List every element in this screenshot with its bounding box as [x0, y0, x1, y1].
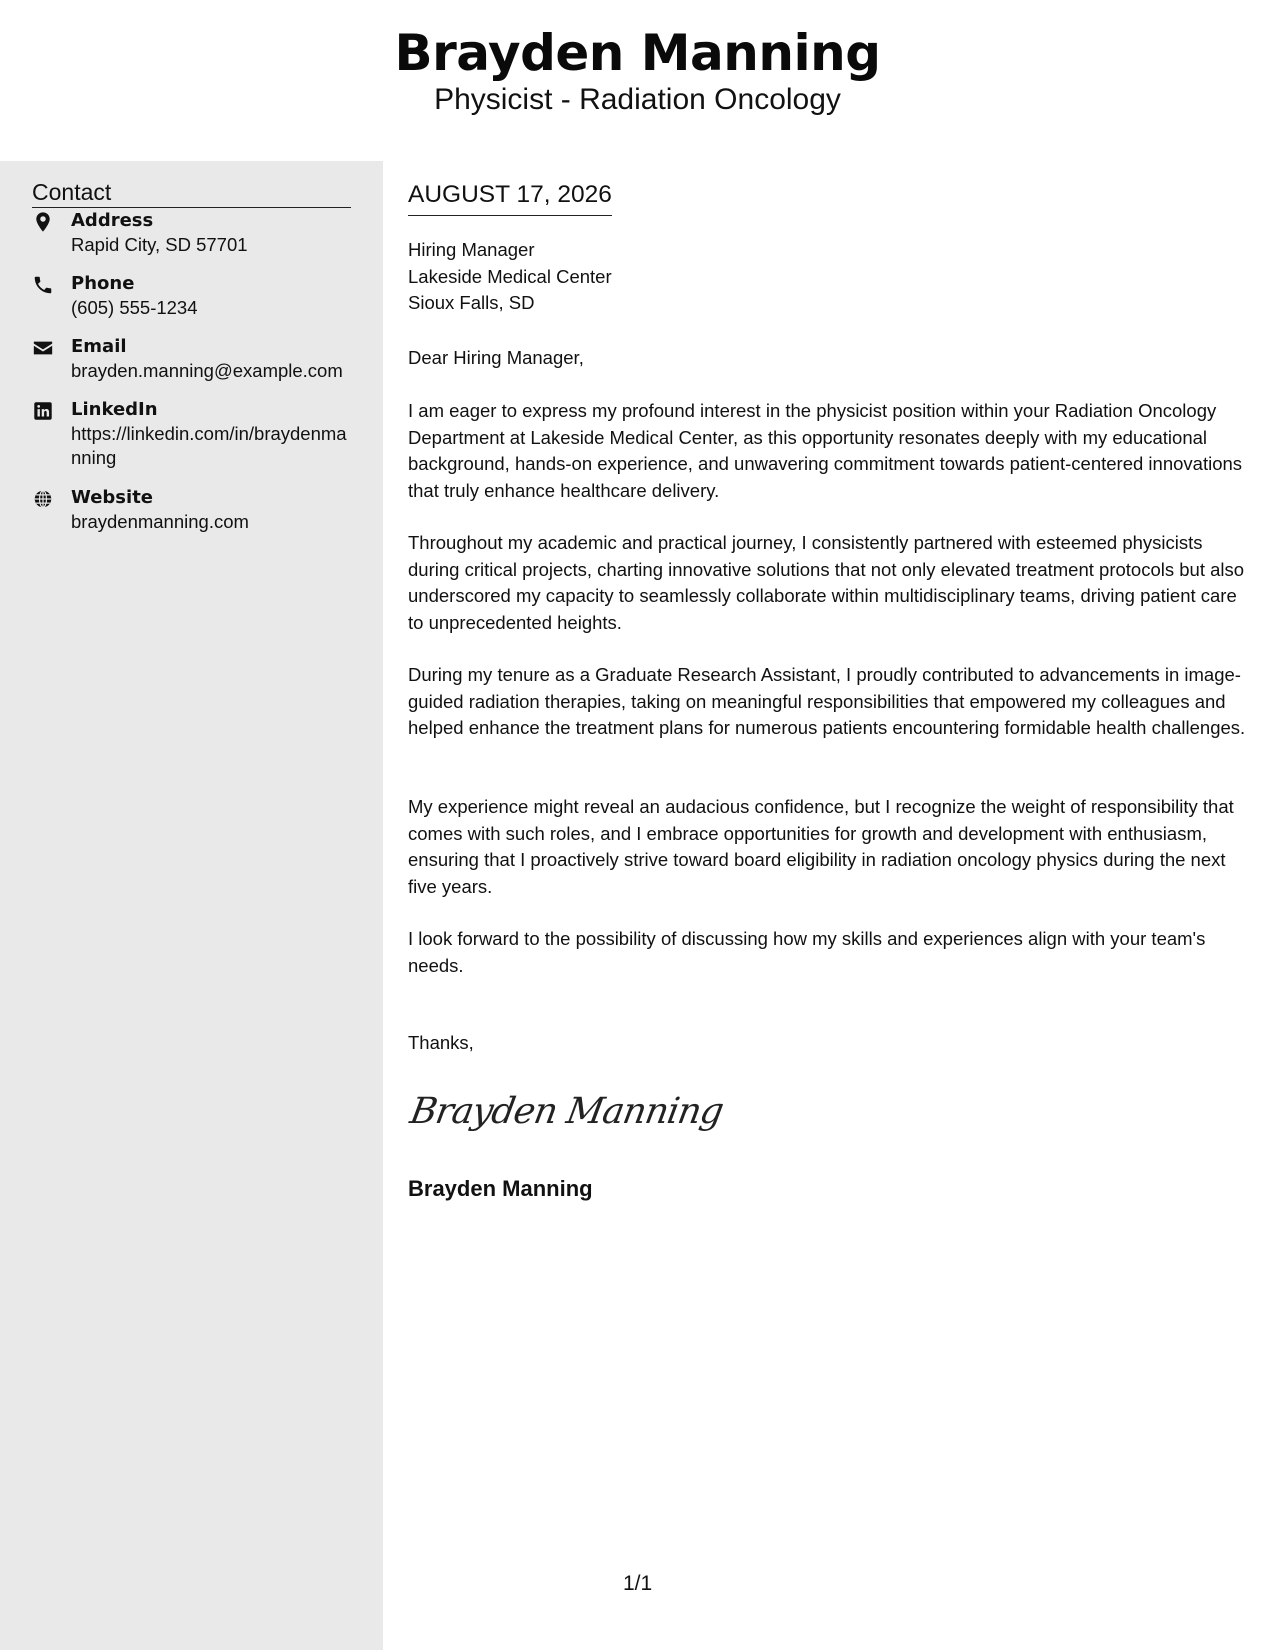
letter-header: [0, 0, 1275, 161]
job-title: Physicist - Radiation Oncology: [434, 83, 841, 116]
contact-label: Phone: [71, 273, 135, 294]
contact-label: Address: [71, 210, 154, 231]
contact-heading: Contact: [32, 177, 351, 208]
recipient-line: Hiring Manager: [408, 239, 535, 260]
contact-label: LinkedIn: [71, 399, 158, 420]
recipient-block: [408, 237, 612, 317]
contact-sidebar: [0, 161, 383, 1650]
applicant-name: Brayden Manning: [394, 24, 881, 82]
body-paragraph: Throughout my academic and practical journey, I consistently partnered with esteemed physicists during critical projects, charting innovative solutions that not only elevated treatment protocols but also underscored my capacity to seamlessly collaborate within multidisciplinary teams, driving patient care to unprecedented heights.: [408, 532, 1245, 633]
linkedin-icon: [32, 400, 54, 422]
letter-date: AUGUST 17, 2026: [408, 179, 612, 216]
page-number: 1/1: [623, 1572, 653, 1595]
envelope-icon: [32, 337, 54, 359]
body-paragraph: I look forward to the possibility of discussing how my skills and experiences align with your team's needs.: [408, 928, 1206, 976]
website-value[interactable]: braydenmanning.com: [71, 511, 249, 532]
linkedin-value[interactable]: https://linkedin.com/in/braydenmanning: [71, 423, 347, 468]
email-value[interactable]: brayden.manning@example.com: [71, 360, 343, 381]
phone-icon: [32, 274, 54, 296]
address-value: Rapid City, SD 57701: [71, 234, 248, 255]
body-paragraph: My experience might reveal an audacious confidence, but I recognize the weight of responsibility that comes with such roles, and I embrace opportunities for growth and development with enthusiasm, ensuring that I proactively strive toward board eligibility in radiation oncology physics during the next five years.: [408, 796, 1234, 897]
body-paragraph: During my tenure as a Graduate Research Assistant, I proudly contributed to advancements in image-guided radiation therapies, taking on meaningful responsibilities that empowered my colleagues and helped enhance the treatment plans for numerous patients encountering formidable health challenges.: [408, 664, 1246, 738]
phone-value: (605) 555-1234: [71, 297, 198, 318]
map-pin-icon: [32, 211, 54, 233]
globe-icon: [32, 488, 54, 510]
body-paragraph: I am eager to express my profound interest in the physicist position within your Radiation Oncology Department at Lakeside Medical Center, as this opportunity resonates deeply with my educational background, hands-on experience, and unwavering commitment towards patient-centered innovations that truly enhance healthcare delivery.: [408, 400, 1243, 501]
recipient-line: Lakeside Medical Center: [408, 265, 612, 287]
signer-name: Brayden Manning: [408, 1176, 593, 1201]
contact-label: Website: [71, 487, 154, 508]
closing: Thanks,: [408, 1032, 474, 1053]
handwritten-signature: [407, 1081, 727, 1141]
greeting: Dear Hiring Manager,: [408, 347, 584, 368]
recipient-line: Sioux Falls, SD: [408, 292, 535, 313]
contact-label: Email: [71, 336, 127, 357]
signature-glyphs: Brayden Manning: [407, 1089, 727, 1132]
